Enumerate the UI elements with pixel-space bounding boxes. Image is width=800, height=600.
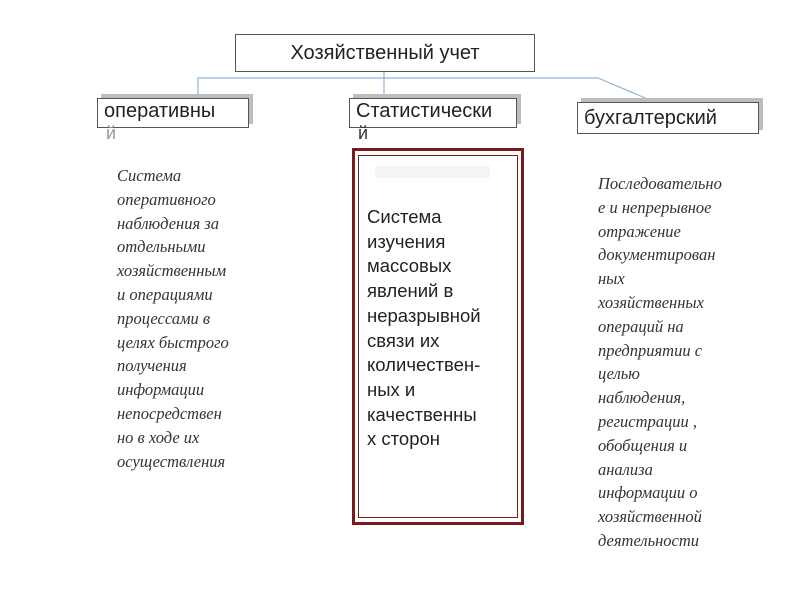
description-line: наблюдения, [598,388,686,408]
accounting-label: бухгалтерский [584,107,717,129]
description-line: изучения [367,230,446,252]
description-line: но в ходе их [117,427,200,447]
description-line: хозяйственных [598,292,704,312]
description-line: качественны [367,403,477,425]
description-line: ных [598,269,625,289]
description-line: процессами в [117,308,211,328]
operative-label: оперативны [104,100,216,122]
description-line: хозяйственным [117,261,227,281]
statistical-description [367,205,515,452]
accounting-description [598,172,768,553]
accounting-node [577,102,759,134]
operative-label-wrap: й [106,123,117,143]
description-line: Последовательно [598,174,722,193]
statistical-node [349,98,517,143]
description-line: оперативного [117,189,216,209]
description-line: неразрывной [367,304,481,326]
operative-description [117,164,267,473]
description-line: хозяйственной [598,507,702,527]
description-line: явлений в [367,280,454,302]
root-label: Хозяйственный учет [290,41,480,64]
description-line: Система [117,166,182,185]
description-line: непосредствен [117,403,222,423]
description-line: анализа [598,459,653,479]
description-line: е и непрерывное [598,197,712,217]
description-line: связи их [367,329,440,351]
statistical-label: Статистически [356,100,493,122]
description-line: деятельности [598,530,699,550]
description-line: Система [367,206,442,227]
description-line: и операциями [117,284,213,304]
description-line: документирован [598,245,716,265]
description-line: предприятии с [598,340,703,360]
description-line: ных и [367,378,416,400]
description-line: отдельными [117,237,206,257]
description-line: целях быстрого [117,332,229,352]
description-line: массовых [367,255,452,277]
description-line: осуществления [117,451,226,471]
connector-root-right [598,78,650,100]
description-line: количествен- [367,354,481,376]
description-line: отражение [598,221,681,241]
description-line: получения [117,356,187,376]
description-line: целью [598,364,640,384]
description-line: информации [117,380,205,400]
root-node [235,34,535,72]
description-line: наблюдения за [117,213,219,233]
description-line: регистрации , [598,411,697,431]
operative-node [97,98,249,143]
statistical-label-wrap: й [358,123,369,143]
faded-text-artifact [375,166,490,178]
description-line: х сторон [367,428,440,450]
description-line: обобщения и [598,435,688,455]
description-line: информации о [598,483,698,503]
description-line: операций на [598,316,684,336]
